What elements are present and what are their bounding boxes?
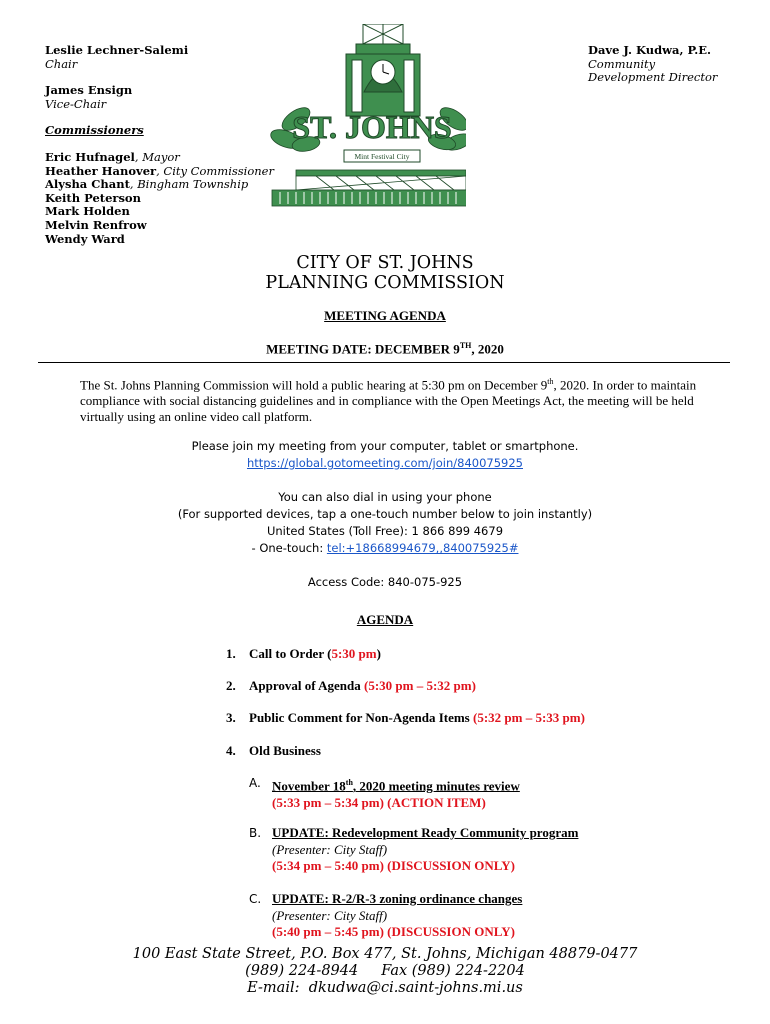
- dial-text: You can also dial in using your phone: [278, 490, 492, 504]
- divider: [38, 362, 730, 363]
- commissioner: Keith Peterson: [45, 190, 141, 205]
- commission-title: PLANNING COMMISSION: [265, 273, 505, 293]
- footer-contact: [0, 946, 770, 997]
- director-role-1: Community: [588, 56, 656, 71]
- st-johns-logo: [266, 24, 466, 210]
- chair-role: Chair: [45, 56, 78, 71]
- vice-chair-name: James Ensign: [45, 83, 133, 98]
- commissioners-heading: Commissioners: [45, 123, 144, 138]
- footer-phone: (989) 224-8944 Fax (989) 224-2204: [245, 963, 525, 979]
- agenda-subitem: C. UPDATE: R-2/R-3 zoning ordinance changes (Presenter: City Staff) (5:40 pm – 5:45 pm) (DISCUSSION ONLY): [249, 891, 523, 939]
- commissioner: Melvin Renfrow: [45, 217, 147, 232]
- join-link[interactable]: https://global.gotomeeting.com/join/840075925: [246, 456, 523, 470]
- chair-name: Leslie Lechner-Salemi: [45, 43, 189, 57]
- board-members: [45, 44, 274, 246]
- commissioner: Eric Hufnagel, Mayor: [45, 149, 180, 164]
- commissioner: Alysha Chant, Bingham Township: [45, 177, 249, 192]
- agenda-subitem: A. November 18th, 2020 meeting minutes review (5:33 pm – 5:34 pm) (ACTION ITEM): [249, 776, 520, 810]
- director-contact: [588, 44, 717, 85]
- commissioner: Mark Holden: [45, 204, 130, 219]
- agenda-item: 1. Call to Order (5:30 pm): [226, 646, 381, 661]
- supported-text: (For supported devices, tap a one-touch number below to join instantly): [177, 507, 593, 521]
- agenda-heading: AGENDA: [356, 612, 414, 627]
- commissioner: Heather Hanover, City Commissioner: [45, 163, 274, 178]
- director-name: Dave J. Kudwa, P.E.: [588, 43, 712, 57]
- join-text: Please join my meeting from your computer, tablet or smartphone.: [191, 439, 579, 453]
- agenda-item: 4. Old Business: [226, 743, 321, 758]
- agenda-subitem: B. UPDATE: Redevelopment Ready Community program (Presenter: City Staff) (5:34 pm – 5:40 pm) (DISCUSSION ONLY): [249, 825, 579, 873]
- intro-paragraph: The St. Johns Planning Commission will hold a public hearing at 5:30 pm on December 9th, 2020. In order to maintain compliance with social distancing guidelines and in compliance with the Open Meetings Act, the meeting will be held virtually using an online video call platform.: [80, 377, 697, 425]
- toll-free-number: United States (Toll Free): 1 866 899 4679: [266, 524, 504, 538]
- logo-banner: Mint Festival City: [354, 152, 410, 161]
- director-role-2: Development Director: [588, 70, 718, 85]
- city-title: CITY OF ST. JOHNS: [296, 253, 474, 273]
- agenda-item: 3. Public Comment for Non-Agenda Items (5:32 pm – 5:33 pm): [226, 710, 585, 725]
- footer-address: 100 East State Street, P.O. Box 477, St. Johns, Michigan 48879-0477: [132, 946, 638, 962]
- footer-email: E-mail: dkudwa@ci.saint-johns.mi.us: [247, 980, 523, 996]
- commissioner: Wendy Ward: [45, 231, 125, 246]
- meeting-agenda-heading: MEETING AGENDA: [324, 308, 446, 323]
- meeting-info: Please join my meeting from your computer, tablet or smartphone. https://global.gotomeeting.com/join/840075925 You can also dial in using your phone (For supported devices, tap a one-touch number below to join instantly) United States (Toll Free): 1 866 899 4679 - One-touch: tel:+18668994679,,840075925# Access Code: 840-075-925: [0, 438, 770, 591]
- meeting-date: MEETING DATE: DECEMBER 9TH, 2020: [266, 341, 504, 357]
- access-code: Access Code: 840-075-925: [307, 575, 463, 589]
- logo-text: ST. JOHNS: [292, 109, 452, 145]
- vice-chair-role: Vice-Chair: [45, 96, 107, 111]
- one-touch-link[interactable]: tel:+18668994679,,840075925#: [326, 541, 519, 555]
- agenda-item: 2. Approval of Agenda (5:30 pm – 5:32 pm): [226, 678, 476, 693]
